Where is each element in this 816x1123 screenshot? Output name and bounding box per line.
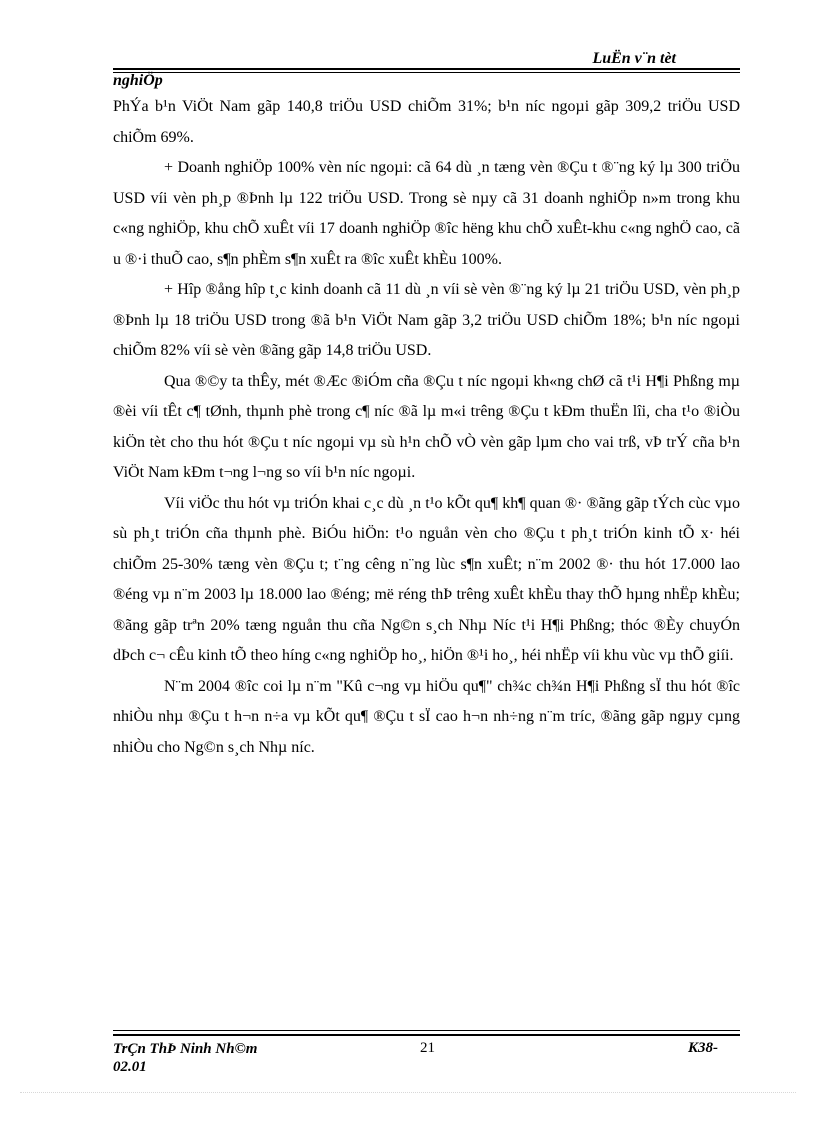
page-number: 21: [420, 1040, 435, 1056]
document-body: [113, 92, 740, 763]
header-divider: [113, 68, 740, 70]
header-divider-thin: [113, 72, 740, 73]
paragraph: Qua ®©y ta thÊy, mét ®Æc ®iÓm cña ®Çu t níc ngoµi kh«ng chØ cã t¹i H¶i Phßng mµ ®èi víi tÊt c¶ tØnh, thµnh phè trong c¶ níc ®ã lµ m«i trêng ®Çu t kÐm thuËn lîi, cha t¹o ®iÒu kiÖn tèt cho thu hót ®Çu t níc ngoµi vµ sù h¹n chÕ vÒ vèn gãp lµm cho vai trß, vÞ trÝ cña b¹n ViÖt Nam kÐm t¬ng l¬ng so víi b¹n níc ngoµi.: [113, 372, 740, 481]
footer-class-code: K38-: [688, 1040, 718, 1056]
footer-divider-thin: [113, 1030, 740, 1031]
header-title: LuËn v¨n tèt: [592, 50, 676, 67]
footer-author-continuation: 02.01: [113, 1059, 147, 1075]
paragraph: N¨m 2004 ®îc coi lµ n¨m "Kû c¬ng vµ hiÖu qu¶" ch¾c ch¾n H¶i Phßng sÏ thu hót ®îc nhiÒu nhµ ®Çu t h¬n n÷a vµ kÕt qu¶ ®Çu t sÏ cao h¬n nh÷ng n¨m tríc, ®ãng gãp ngµy cµng nhiÒu cho Ng©n s¸ch Nhµ níc.: [113, 677, 740, 756]
paragraph: PhÝa b¹n ViÖt Nam gãp 140,8 triÖu USD chiÕm 31%; b¹n níc ngoµi gãp 309,2 triÖu USD chiÕm 69%.: [113, 98, 740, 146]
paragraph: Víi viÖc thu hót vµ triÓn khai c¸c dù ¸n t¹o kÕt qu¶ kh¶ quan ®· ®ãng gãp tÝch cùc vµo sù ph¸t triÓn cña thµnh phè. BiÓu hiÖn: t¹o nguån vèn cho ®Çu t ph¸t triÓn kinh tÕ x· héi chiÕm 25-30% tæng vèn ®Çu t; t¨ng cêng n¨ng lùc s¶n xuÊt; n¨m 2002 ®· thu hót 17.000 lao ®éng vµ n¨m 2003 lµ 18.000 lao ®éng; më réng thÞ trêng xuÊt khÈu thay thÕ hµng nhËp khÈu; ®ãng gãp trªn 20% tæng nguån thu cña Ng©n s¸ch Nhµ Níc t¹i H¶i Phßng; thóc ®Èy chuyÓn dÞch c¬ cÊu kinh tÕ theo híng c«ng nghiÖp ho¸, hiÖn ®¹i ho¸, héi nhËp víi khu vùc vµ thÕ giíi.: [113, 494, 740, 664]
paragraph: + Doanh nghiÖp 100% vèn níc ngoµi: cã 64 dù ¸n tæng vèn ®Çu t ®¨ng ký lµ 300 triÖu USD víi vèn ph¸p ®Þnh lµ 122 triÖu USD. Trong sè nµy cã 31 doanh nghiÖp n»m trong khu c«ng nghiÖp, khu chÕ xuÊt víi 17 doanh nghiÖp ®îc hëng khu chÕ xuÊt-khu c«ng nghÖ cao, cã u ®·i thuÕ cao, s¶n phÈm s¶n xuÊt ra ®îc xuÊt khÈu 100%.: [113, 159, 740, 268]
page-separator: [20, 1092, 796, 1093]
footer-author: TrÇn ThÞ Ninh Nh©m: [113, 1041, 258, 1057]
header-title-continuation: nghiÖp: [113, 72, 163, 89]
paragraph: + Hîp ®ång hîp t¸c kinh doanh cã 11 dù ¸n víi sè vèn ®¨ng ký lµ 21 triÖu USD, vèn ph¸p ®Þnh lµ 18 triÖu USD trong ®ã b¹n ViÖt Nam gãp 3,2 triÖu USD chiÕm 18%; b¹n níc ngoµi chiÕm 82% víi sè vèn ®ãng gãp 14,8 triÖu USD.: [113, 281, 740, 359]
footer-divider: [113, 1034, 740, 1036]
